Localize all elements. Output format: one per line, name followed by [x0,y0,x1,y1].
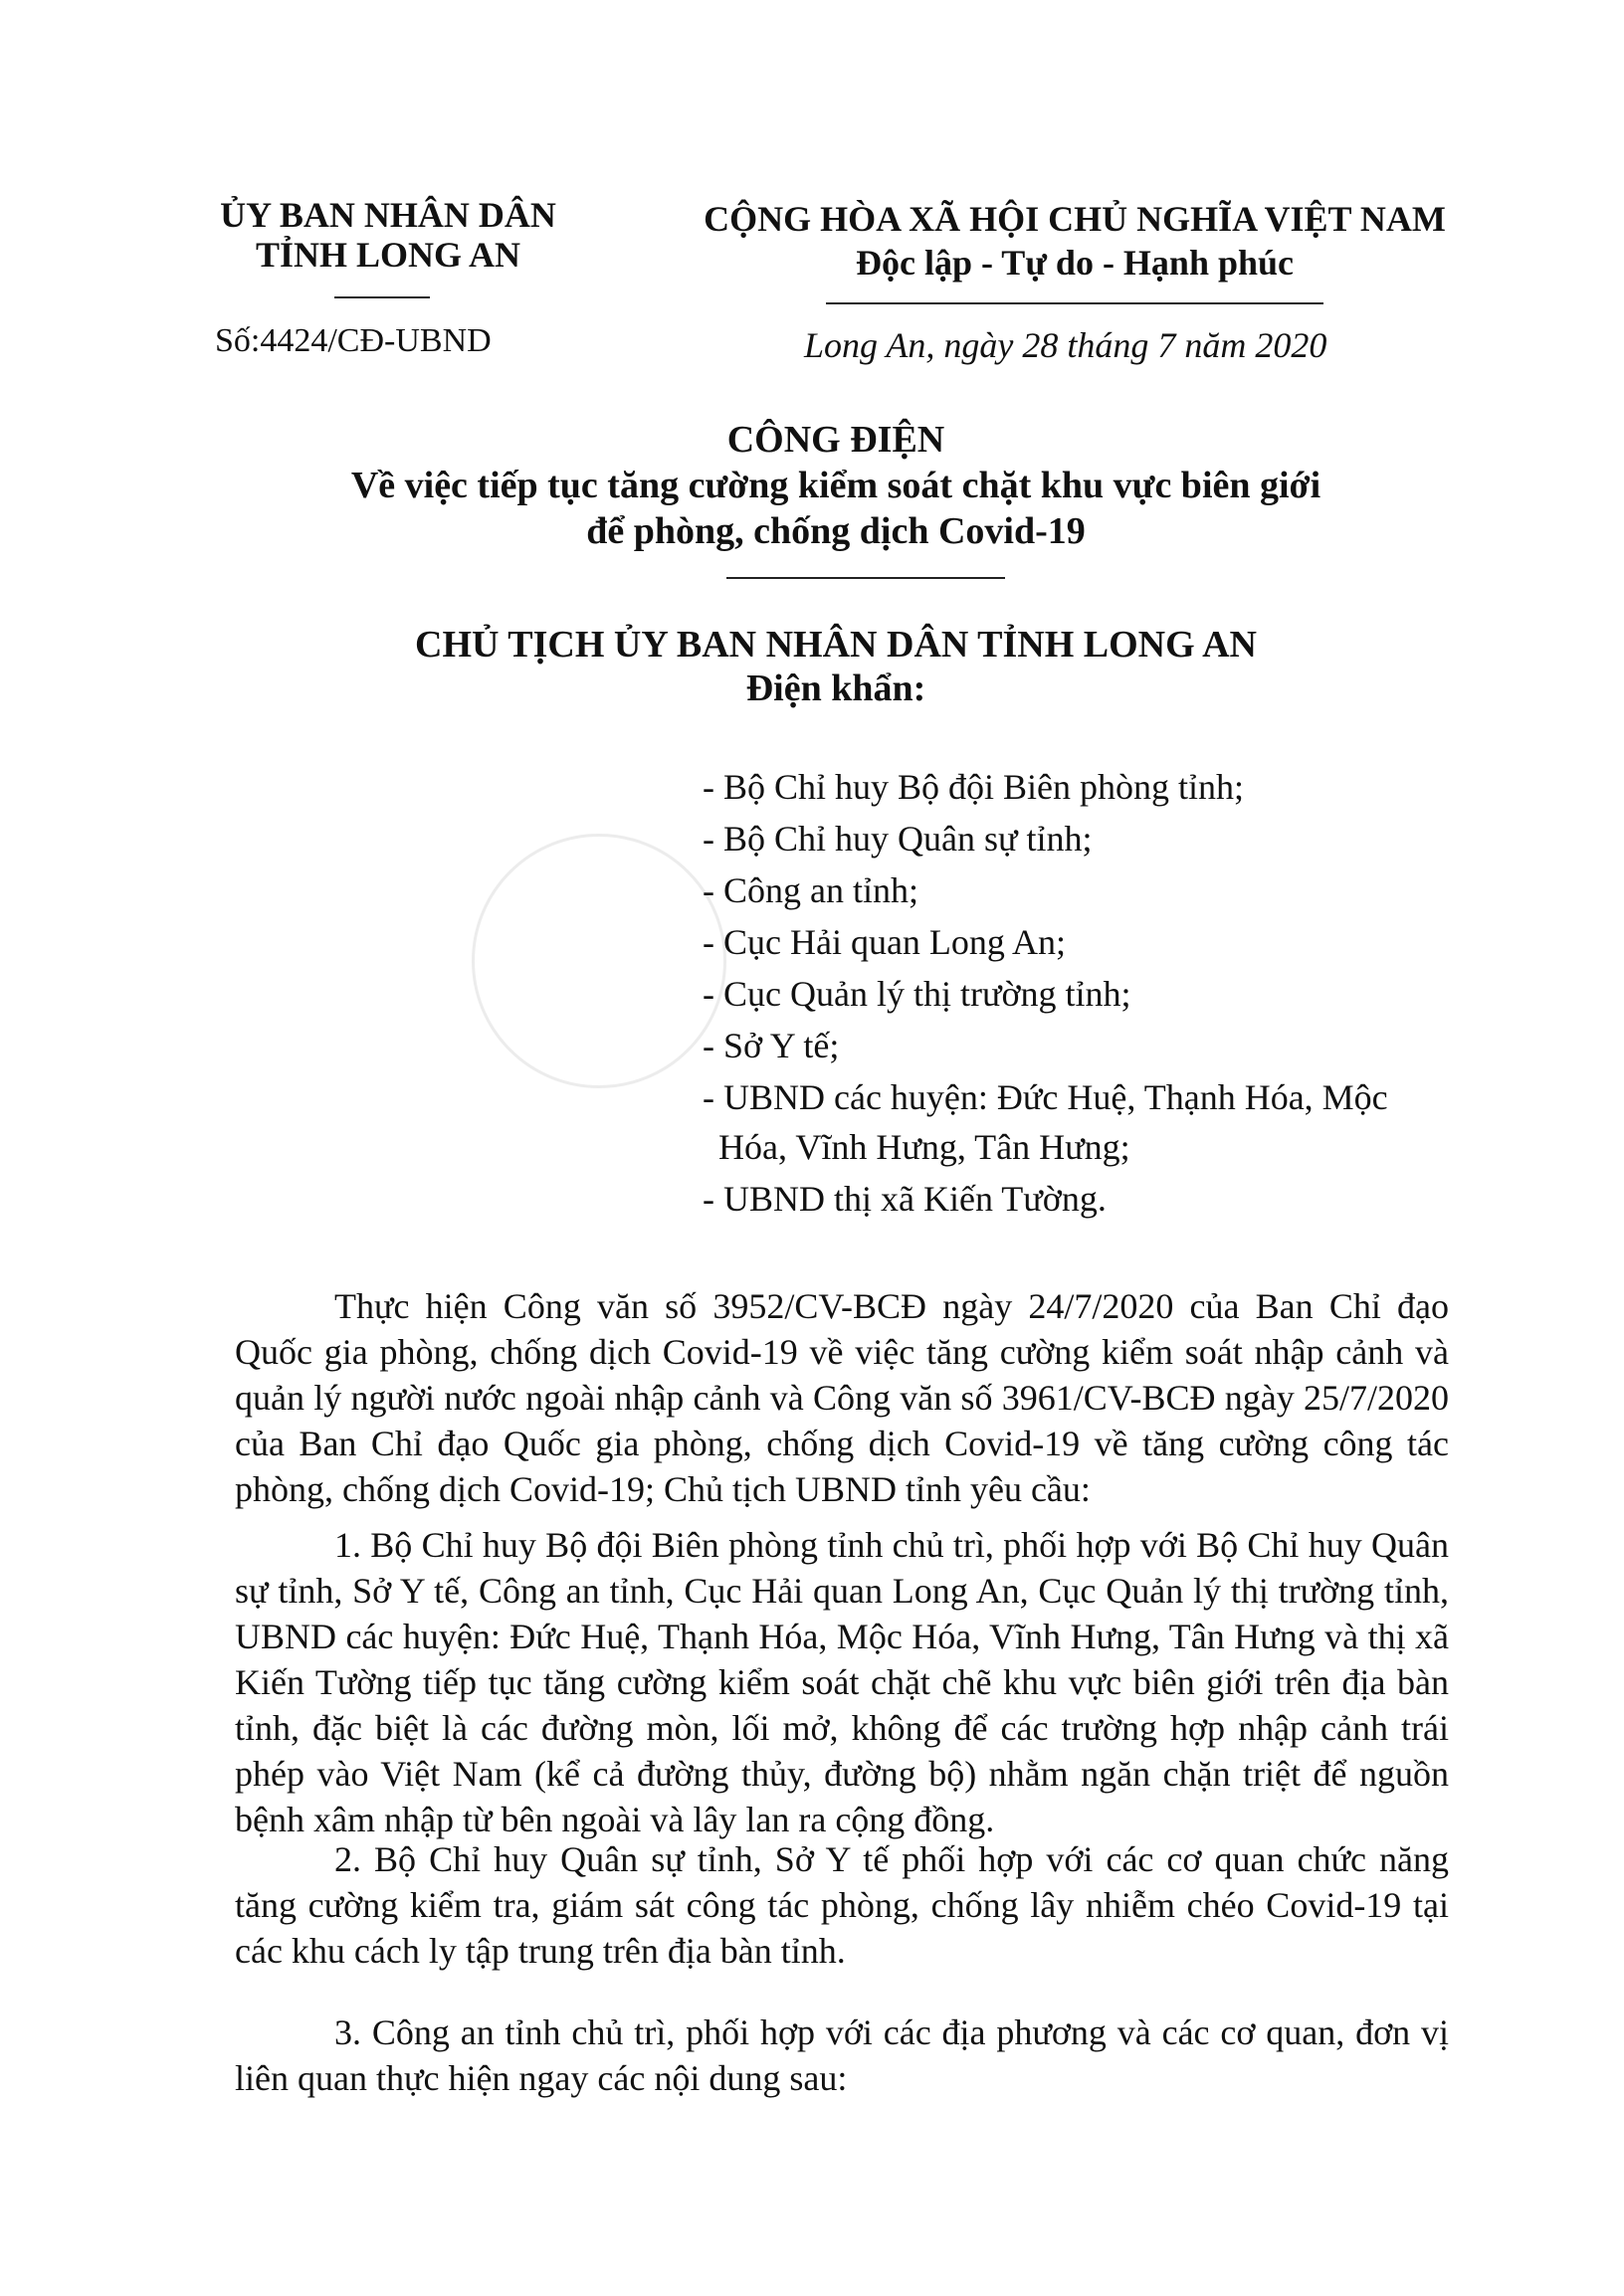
national-title [687,199,1463,283]
recipient-item: - Cục Quản lý thị trường tỉnh; [703,974,1131,1014]
recipient-item: - UBND các huyện: Đức Huệ, Thạnh Hóa, Mộc [703,1077,1388,1117]
paragraph-1: 1. Bộ Chỉ huy Bộ đội Biên phòng tỉnh chủ trì, phối hợp với Bộ Chỉ huy Quân sự tỉnh, Sở Y tế, Công an tỉnh, Cục Hải quan Long An, Cục Quản lý thị trường tỉnh, UBND các huyện: Đức Huệ, Thạnh Hóa, Mộc Hóa, Vĩnh Hưng, Tân Hưng và thị xã Kiến Tường tiếp tục tăng cường kiểm soát chặt chẽ khu vực biên giới trên địa bàn tỉnh, đặc biệt là các đường mòn, lối mở, không để các trường hợp nhập cảnh trái phép vào Việt Nam (kể cả đường thủy, đường bộ) nhằm ngăn chặn triệt để nguồn bệnh xâm nhập từ bên ngoài và lây lan ra cộng đồng. [235,1525,1449,1839]
issuing-authority-line1: ỦY BAN NHÂN DÂN [220,195,556,235]
subject-line1: Về việc tiếp tục tăng cường kiểm soát chặt khu vực biên giới [350,465,1321,506]
national-title-line1: CỘNG HÒA XÃ HỘI CHỦ NGHĨA VIỆT NAM [704,199,1446,239]
faint-stamp [472,834,726,1088]
intro-paragraph: Thực hiện Công văn số 3952/CV-BCĐ ngày 24/7/2020 của Ban Chỉ đạo Quốc gia phòng, chống dịch Covid-19 về việc tăng cường kiểm soát nhập cảnh và quản lý người nước ngoài nhập cảnh và Công văn số 3961/CV-BCĐ ngày 25/7/2020 của Ban Chỉ đạo Quốc gia phòng, chống dịch Covid-19 về tăng cường công tác phòng, chống dịch Covid-19; Chủ tịch UBND tỉnh yêu cầu: [235,1286,1449,1509]
sender-line1: CHỦ TỊCH ỦY BAN NHÂN DÂN TỈNH LONG AN [415,624,1257,666]
recipient-item: - Bộ Chỉ huy Quân sự tỉnh; [703,819,1093,859]
paragraph-3: 3. Công an tỉnh chủ trì, phối hợp với các địa phương và các cơ quan, đơn vị liên quan thực hiện ngay các nội dung sau: [235,2012,1449,2098]
title-rule [726,577,1005,579]
document-type: CÔNG ĐIỆN [726,419,945,461]
document-number: Số:4424/CĐ-UBND [215,322,492,359]
paragraph-2: 2. Bộ Chỉ huy Quân sự tỉnh, Sở Y tế phối hợp với các cơ quan chức năng tăng cường kiểm tra, giám sát công tác phòng, chống lây nhiễm chéo Covid-19 tại các khu cách ly tập trung trên địa bàn tỉnh. [235,1839,1449,1971]
date-line: Long An, ngày 28 tháng 7 năm 2020 [804,325,1327,365]
document-title [299,418,1373,553]
left-header-rule [334,296,430,298]
recipient-item: - Bộ Chỉ huy Bộ đội Biên phòng tỉnh; [703,767,1245,807]
recipient-item-continuation: Hóa, Vĩnh Hưng, Tân Hưng; [718,1127,1130,1167]
recipient-item: - Sở Y tế; [703,1026,840,1065]
issuing-authority [169,195,607,275]
national-motto: Độc lập - Tự do - Hạnh phúc [855,243,1295,283]
subject-line2: để phòng, chống dịch Covid-19 [586,510,1086,552]
urgency-label: Điện khẩn: [745,668,926,709]
recipient-item: - Công an tỉnh; [703,870,918,910]
sender-block [299,623,1373,710]
recipient-item: - Cục Hải quan Long An; [703,922,1066,962]
right-header-rule [826,302,1323,304]
issuing-authority-line2: TỈNH LONG AN [255,235,521,275]
recipient-item: - UBND thị xã Kiến Tường. [703,1179,1107,1219]
